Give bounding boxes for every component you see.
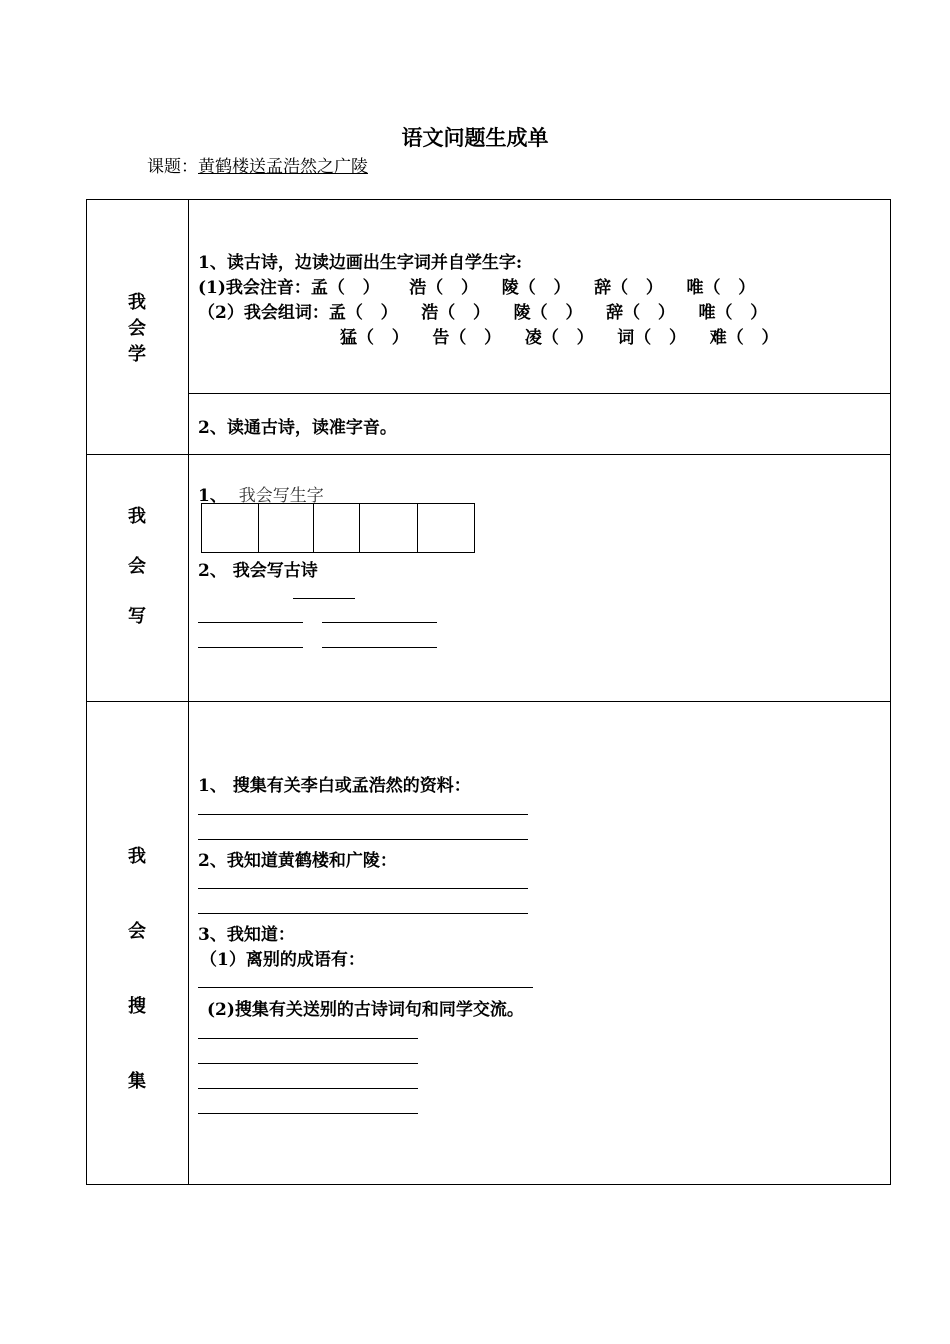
answer-line[interactable] xyxy=(293,598,355,599)
answer-line[interactable] xyxy=(198,1038,418,1039)
subject-line xyxy=(147,152,368,177)
write-q2: 2、 我会写古诗 xyxy=(198,561,318,581)
collect-q2: 2、我知道黄鹤楼和广陵： xyxy=(198,851,397,871)
side-char: 集 xyxy=(128,1071,146,1092)
subject-label: 课题： xyxy=(147,157,198,177)
answer-line[interactable] xyxy=(322,647,437,648)
side-char: 我 xyxy=(128,846,146,867)
column-divider xyxy=(188,199,189,1184)
answer-line[interactable] xyxy=(198,987,533,988)
row-divider-2 xyxy=(86,701,891,702)
side-char: 学 xyxy=(128,344,146,365)
learn-q1-pinyin: (1)我会注音：孟（ ） 浩（ ） 陵（ ） 辞（ ） 唯（ ） xyxy=(198,278,756,298)
side-char: 会 xyxy=(128,921,146,942)
answer-line[interactable] xyxy=(198,622,303,623)
answer-line[interactable] xyxy=(198,913,528,914)
collect-side-label xyxy=(117,819,157,1119)
table-top-border xyxy=(86,199,891,200)
answer-line[interactable] xyxy=(198,814,528,815)
side-char: 写 xyxy=(128,606,146,627)
learn-q1-words-b: 猛（ ） 告（ ） 凌（ ） 词（ ） 难（ ） xyxy=(340,328,779,348)
answer-line[interactable] xyxy=(198,647,303,648)
answer-line[interactable] xyxy=(198,888,528,889)
learn-side-label xyxy=(117,290,157,368)
learn-inner-divider xyxy=(188,393,891,394)
answer-line[interactable] xyxy=(198,1113,418,1114)
table-bottom-border xyxy=(86,1184,891,1185)
collect-q3-2: (2)搜集有关送别的古诗词句和同学交流。 xyxy=(207,1000,524,1020)
learn-q1: 1、读古诗，边读边画出生字词并自学生字: xyxy=(198,253,523,273)
char-box[interactable] xyxy=(359,503,418,553)
learn-q1-words-a: （2）我会组词：孟（ ） 浩（ ） 陵（ ） 辞（ ） 唯（ ） xyxy=(198,303,768,323)
subject-value: 黄鹤楼送孟浩然之广陵 xyxy=(198,157,368,177)
side-char: 搜 xyxy=(128,996,146,1017)
side-char: 会 xyxy=(128,556,146,577)
answer-line[interactable] xyxy=(322,622,437,623)
collect-q3: 3、我知道： xyxy=(198,925,295,945)
answer-line[interactable] xyxy=(198,839,528,840)
answer-line[interactable] xyxy=(198,1088,418,1089)
answer-line[interactable] xyxy=(198,1063,418,1064)
char-box[interactable] xyxy=(258,503,314,553)
learn-q2: 2、读通古诗，读准字音。 xyxy=(198,418,397,438)
side-char: 会 xyxy=(128,318,146,339)
side-char: 我 xyxy=(128,292,146,313)
page-title: 语文问题生成单 xyxy=(401,125,549,150)
table-right-border xyxy=(890,199,891,1184)
side-char: 我 xyxy=(128,506,146,527)
write-side-label xyxy=(117,492,157,642)
char-box[interactable] xyxy=(201,503,259,553)
collect-q3-1: （1）离别的成语有： xyxy=(200,950,365,970)
write-q1-number: 1、 xyxy=(198,486,227,506)
row-divider-1 xyxy=(86,454,891,455)
char-box[interactable] xyxy=(417,503,475,553)
table-left-border xyxy=(86,199,87,1184)
collect-q1: 1、 搜集有关李白或孟浩然的资料： xyxy=(198,776,471,796)
char-box[interactable] xyxy=(313,503,360,553)
write-q1-text: 我会写生字 xyxy=(238,486,324,506)
